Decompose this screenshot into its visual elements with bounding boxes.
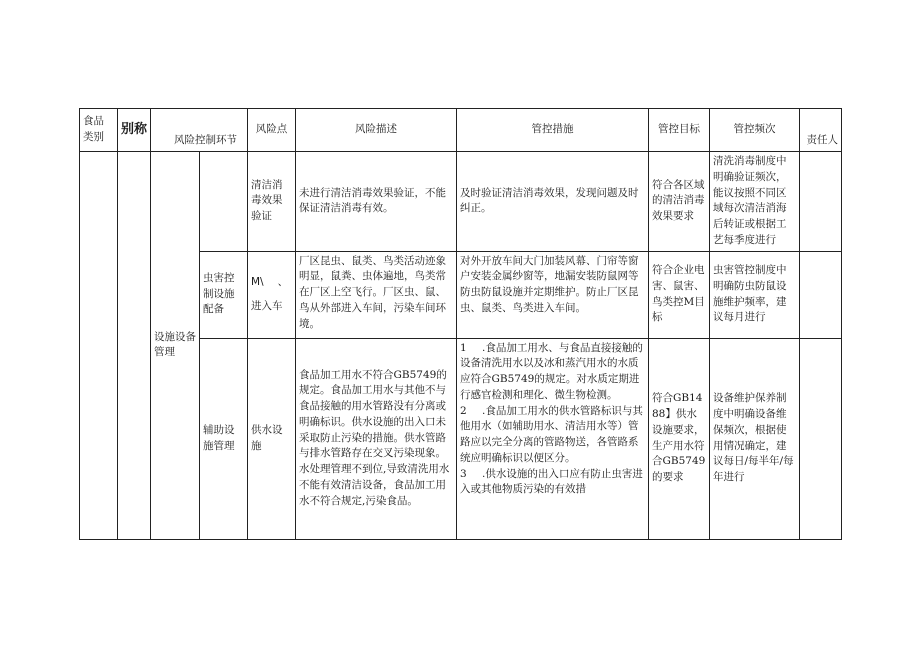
control-measures-cell: 及时验证清洁消毒效果，发现问题及时纠正。: [457, 152, 649, 252]
control-measures-cell: 对外开放车间大门加装风幕、门帘等窗户安装金属纱窗等，地漏安装防鼠网等防虫防鼠设施并定期维护。防止厂区昆虫、鼠类、鸟类进入车间。: [457, 251, 649, 338]
control-measures-cell: [457, 338, 649, 539]
risk-control-table: [79, 108, 842, 540]
measure-text: .食品加工用水的供水管路标识与其他用水（如辅助用水、清洁用水等）管路应以完全分离的管路物送，各管路系统应明确标识以便区分。: [460, 404, 643, 464]
header-row: [80, 109, 842, 152]
header-control-goal: 管控目标: [649, 109, 710, 152]
risk-description-cell: 未进行清洁消毒效果验证，不能保证清洁消毒有效。: [296, 152, 457, 252]
risk-point-part-a: M\: [251, 275, 264, 288]
measure-text: .食品加工用水、与食品直接接触的设备清洗用水以及冰和蒸汽用水的水质应符合GB5749的规定。对水质定期进行感官检测和理化、微生物检测。: [460, 341, 643, 401]
risk-point-cell: [248, 251, 296, 338]
header-alias: 别称: [118, 109, 151, 152]
header-control-stage: 风险控制环节: [151, 109, 248, 152]
risk-description-cell: 食品加工用水不符合GB5749的规定。食品加工用水与其他不与食品接触的用水管路没有分离或明确标识。供水设施的出入口未采取防止污染的措施。供水管路与排水管路存在交叉污染现象。水处理管理不到位,导致清洗用水不能有效清洁设备，食品加工用水不符合规定,污染食品。: [296, 338, 457, 539]
sub-stage-cell: 虫害控制设施配备: [200, 251, 248, 338]
responsible-cell: [800, 338, 842, 539]
measure-text: .供水设施的出入口应有防止虫害进入或其他物质污染的有效措: [460, 467, 643, 496]
header-risk-point: 风险点: [248, 109, 296, 152]
header-risk-description: 风险描述: [296, 109, 457, 152]
alias-cell: [118, 152, 151, 540]
header-control-frequency: 管控频次: [710, 109, 800, 152]
header-control-measures: 管控措施: [457, 109, 649, 152]
measure-number: 3: [460, 467, 467, 480]
sub-stage-cell: [200, 152, 248, 252]
measure-item: [460, 341, 645, 404]
measure-item: [460, 404, 645, 467]
risk-point-cell: 供水设施: [248, 338, 296, 539]
measure-number: 1: [460, 341, 467, 354]
control-frequency-cell: 虫害管控制度中明确防虫防鼠设施维护频率，建议每月进行: [710, 251, 800, 338]
header-responsible: 责任人: [800, 109, 842, 152]
table-row: [80, 152, 842, 252]
control-frequency-cell: 清洗消毒制度中明确验证频次，能议按照不同区域每次清洁消海后转证或根据工艺每季度进行: [710, 152, 800, 252]
sub-stage-cell: 辅助设施管理: [200, 338, 248, 539]
control-goal-cell: 符合GB1488】供水设施要求，生产用水符合GB5749的要求: [649, 338, 710, 539]
control-goal-cell: 符合企业电害、鼠害、鸟类控M目标: [649, 251, 710, 338]
stage-cell: 设施设备管理: [151, 152, 200, 540]
control-goal-cell: 符合各区域的清洁消毒效果要求: [649, 152, 710, 252]
measure-number: 2: [460, 404, 467, 417]
risk-point-part-c: 进入车: [251, 299, 283, 312]
risk-point-part-b: 、: [277, 275, 289, 288]
measure-item: [460, 467, 645, 499]
control-frequency-cell: 设备维护保养制度中明确设备维保频次，根据使用情况确定，建议每日/每半年/每年进行: [710, 338, 800, 539]
responsible-cell: [800, 152, 842, 252]
risk-point-cell: 清洁消毒效果验证: [248, 152, 296, 252]
responsible-cell: [800, 251, 842, 338]
food-category-cell: [80, 152, 118, 540]
risk-description-cell: 厂区昆虫、鼠类、鸟类活动迹象明显，鼠粪、虫体遍地，鸟类常在厂区上空飞行。厂区虫、鼠、鸟从外部进入车间，污染车间环境。: [296, 251, 457, 338]
header-food-category: 食品类别: [80, 109, 118, 152]
